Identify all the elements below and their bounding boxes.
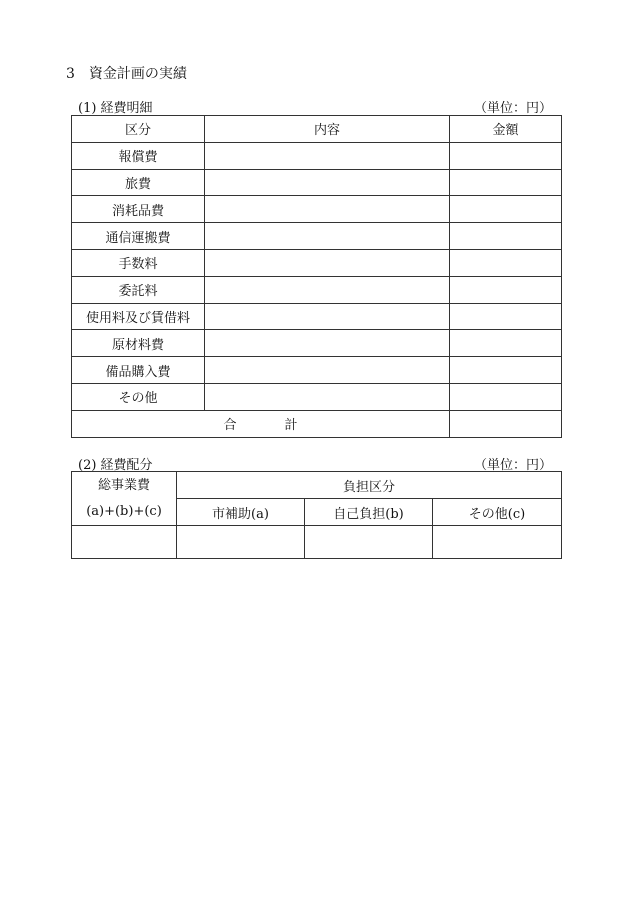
expense-unit-label: （単位：円） — [473, 101, 552, 116]
section-title: 3 資金計画の実績 — [66, 66, 187, 82]
total-label — [72, 410, 450, 437]
header-content: 内容 — [205, 116, 450, 143]
row-amount[interactable] — [450, 383, 562, 410]
row-category: 原材料費 — [72, 330, 205, 357]
header-total-cost — [72, 472, 177, 526]
row-content[interactable] — [205, 357, 450, 384]
row-category: 旅費 — [72, 169, 205, 196]
table-row — [72, 196, 562, 223]
total-label-a: 合 — [223, 418, 237, 434]
row-amount[interactable] — [450, 249, 562, 276]
row-category: 委託料 — [72, 276, 205, 303]
table-row — [72, 383, 562, 410]
row-category: 手数料 — [72, 249, 205, 276]
table-row — [72, 330, 562, 357]
value-total[interactable] — [72, 526, 177, 559]
table-row — [72, 223, 562, 250]
header-burden: 負担区分 — [177, 472, 562, 499]
expense-heading: (1) 経費明細 — [78, 101, 153, 116]
total-row — [72, 410, 562, 437]
header-city-subsidy: 市補助(a) — [177, 499, 305, 526]
row-content[interactable] — [205, 196, 450, 223]
expense-header-row — [72, 116, 562, 143]
table-row — [72, 142, 562, 169]
row-category: 消耗品費 — [72, 196, 205, 223]
table-row — [72, 303, 562, 330]
row-category: 報償費 — [72, 142, 205, 169]
total-formula-label: (a)+(b)+(c) — [86, 503, 162, 519]
total-label-b: 計 — [284, 418, 298, 434]
row-content[interactable] — [205, 142, 450, 169]
row-amount[interactable] — [450, 357, 562, 384]
allocation-value-row — [72, 526, 562, 559]
expense-table — [71, 115, 562, 438]
row-amount[interactable] — [450, 169, 562, 196]
total-amount[interactable] — [450, 410, 562, 437]
row-content[interactable] — [205, 249, 450, 276]
table-row — [72, 169, 562, 196]
row-content[interactable] — [205, 169, 450, 196]
value-self[interactable] — [305, 526, 433, 559]
row-amount[interactable] — [450, 223, 562, 250]
row-category: 備品購入費 — [72, 357, 205, 384]
row-category: その他 — [72, 383, 205, 410]
allocation-table — [71, 471, 562, 559]
table-row — [72, 249, 562, 276]
row-amount[interactable] — [450, 142, 562, 169]
row-category: 通信運搬費 — [72, 223, 205, 250]
row-amount[interactable] — [450, 276, 562, 303]
row-content[interactable] — [205, 303, 450, 330]
row-category: 使用料及び賃借料 — [72, 303, 205, 330]
header-category: 区分 — [72, 116, 205, 143]
value-other[interactable] — [433, 526, 562, 559]
header-other: その他(c) — [433, 499, 562, 526]
row-amount[interactable] — [450, 196, 562, 223]
row-amount[interactable] — [450, 330, 562, 357]
value-city[interactable] — [177, 526, 305, 559]
allocation-unit-label: （単位：円） — [473, 458, 552, 473]
table-row — [72, 357, 562, 384]
allocation-header-row-1 — [72, 472, 562, 499]
row-content[interactable] — [205, 383, 450, 410]
row-content[interactable] — [205, 276, 450, 303]
row-amount[interactable] — [450, 303, 562, 330]
total-cost-label: 総事業費 — [97, 477, 150, 493]
table-row — [72, 276, 562, 303]
allocation-heading: (2) 経費配分 — [78, 458, 153, 473]
header-self-burden: 自己負担(b) — [305, 499, 433, 526]
header-amount: 金額 — [450, 116, 562, 143]
row-content[interactable] — [205, 223, 450, 250]
row-content[interactable] — [205, 330, 450, 357]
